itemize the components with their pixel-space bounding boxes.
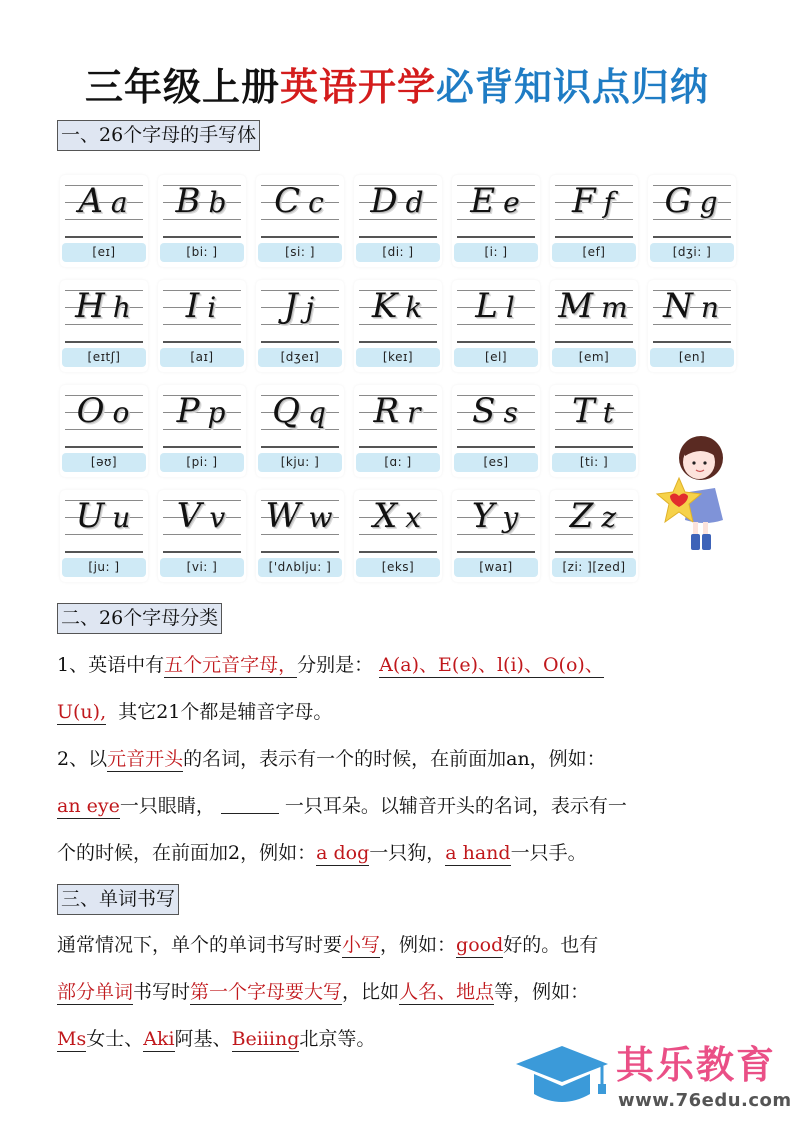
uppercase-letter: R [373,391,402,431]
uppercase-letter: T [572,391,597,431]
uppercase-letter: Z [569,496,596,536]
title-part-1: 三年级上册 [84,65,280,109]
letter-pair [550,492,638,542]
phonetic-label: [waɪ] [454,558,538,577]
letter-pair [550,282,638,332]
example-an-eye: an eye [57,795,120,817]
phonetic-label: [dʒi: ] [650,243,734,262]
letter-pair [354,387,442,437]
example-a-hand: a hand [445,842,511,864]
text: 书写时 [133,981,191,1003]
text: 2、以 [57,748,108,770]
letter-pair [256,387,344,437]
lowercase-letter: i [207,291,219,324]
example-aki: Aki [143,1028,175,1050]
lowercase-letter: y [502,501,521,534]
example-beijing: Beiiing [231,1028,300,1050]
lowercase-letter: m [601,291,630,324]
text: 阿基、 [174,1028,232,1050]
phonetic-label: [ɑ: ] [356,453,440,472]
phonetic-label: [keɪ] [356,348,440,367]
answer-names-places: 人名、地点 [399,981,495,1003]
phonetic-label: [əʊ] [62,453,146,472]
phonetic-label: [eɪtʃ] [62,348,146,367]
letter-pair [256,282,344,332]
letter-card-c [256,175,344,267]
text: 一只眼睛， [119,795,215,817]
text: 北京等。 [299,1028,376,1050]
lowercase-letter: v [209,501,228,534]
phonetic-label: [es] [454,453,538,472]
uppercase-letter: B [175,181,203,221]
title-part-2: 英语开学 [279,65,436,109]
lowercase-letter: w [308,501,335,534]
text: ，例如： [380,934,457,956]
answer-some-words: 部分单词 [57,981,134,1003]
uppercase-letter: H [75,286,107,326]
lowercase-letter: h [112,291,133,324]
letter-pair [158,282,246,332]
graduation-cap-icon [510,1044,614,1110]
letter-card-r [354,385,442,477]
letter-pair [550,387,638,437]
answer-lowercase: 小写 [342,934,381,956]
example-good: good [456,934,504,956]
phonetic-label: [bi: ] [160,243,244,262]
lowercase-letter: p [207,396,228,429]
letter-card-n [648,280,736,372]
brand-url: www.76edu.com [618,1090,792,1111]
uppercase-letter: L [475,286,500,326]
letter-card-w [256,490,344,582]
page-title [0,62,794,112]
uppercase-letter: G [664,181,694,221]
phonetic-label: [ju: ] [62,558,146,577]
uppercase-letter: Y [471,496,497,536]
letter-card-j [256,280,344,372]
uppercase-letter: M [558,286,596,326]
uppercase-letter: U [75,496,107,536]
lowercase-letter: q [307,396,328,429]
uppercase-letter: E [470,181,498,221]
letter-card-u [60,490,148,582]
answer-capitalize-first: 第一个字母要大写 [190,981,343,1003]
text: 的名词，表示有一个的时候，在前面加an，例如： [183,748,606,770]
letter-pair [550,177,638,227]
letter-pair [60,387,148,437]
letter-card-i [158,280,246,372]
letter-card-b [158,175,246,267]
phonetic-label: [dʒeɪ] [258,348,342,367]
alphabet-grid [60,175,750,590]
letter-card-x [354,490,442,582]
phonetic-label: [ef] [552,243,636,262]
uppercase-letter: P [176,391,202,431]
letter-pair [60,282,148,332]
phonetic-label: [en] [650,348,734,367]
phonetic-label: [ti: ] [552,453,636,472]
text: 一只耳朵。以辅音开头的名词，表示有一 [284,795,627,817]
letter-card-z [550,490,638,582]
text: ，比如 [342,981,400,1003]
uppercase-letter: W [265,496,303,536]
uppercase-letter: X [372,496,400,536]
uppercase-letter: F [572,181,598,221]
phonetic-label: [si: ] [258,243,342,262]
phonetic-label: [eɪ] [62,243,146,262]
answer-vowel-u: U(u), [57,701,107,723]
answer-vowel-start: 元音开头 [107,748,184,770]
lowercase-letter: a [110,186,130,219]
uppercase-letter: Q [272,391,302,431]
girl-holding-star-icon [655,430,735,555]
letter-pair [452,177,540,227]
letter-pair [158,177,246,227]
lowercase-letter: b [208,186,229,219]
letter-card-d [354,175,442,267]
brand-logo [510,1040,790,1115]
answer-five-vowels: 五个元音字母， [164,654,298,676]
letter-card-f [550,175,638,267]
text: 通常情况下，单个的单词书写时要 [57,934,343,956]
letter-pair [256,492,344,542]
lowercase-letter: z [601,501,619,534]
text: 好的。也有 [503,934,599,956]
letter-pair [256,177,344,227]
letter-card-o [60,385,148,477]
letter-pair [60,492,148,542]
lowercase-letter: g [699,186,720,219]
text: 个的时候，在前面加2，例如： [57,842,317,864]
letter-pair [354,492,442,542]
letter-card-h [60,280,148,372]
letter-card-q [256,385,344,477]
phonetic-label: [pi: ] [160,453,244,472]
example-ms: Ms [57,1028,87,1050]
phonetic-label: [di: ] [356,243,440,262]
lowercase-letter: t [602,396,616,429]
letter-card-l [452,280,540,372]
letter-pair [452,387,540,437]
uppercase-letter: D [370,181,400,221]
letter-card-t [550,385,638,477]
uppercase-letter: C [274,181,303,221]
uppercase-letter: N [663,286,695,326]
lowercase-letter: s [503,396,520,429]
letter-card-y [452,490,540,582]
uppercase-letter: K [371,286,400,326]
letter-card-a [60,175,148,267]
letter-card-k [354,280,442,372]
section-heading-classification: 二、26个字母分类 [57,603,222,634]
letter-pair [158,387,246,437]
uppercase-letter: I [185,286,202,326]
phonetic-label: [vi: ] [160,558,244,577]
letter-pair [648,177,736,227]
lowercase-letter: j [305,291,317,324]
phonetic-label: [kju: ] [258,453,342,472]
paragraph-vowels [57,642,747,736]
letter-card-m [550,280,638,372]
phonetic-label: [em] [552,348,636,367]
lowercase-letter: n [700,291,721,324]
section-heading-handwriting: 一、26个字母的手写体 [57,120,260,151]
phonetic-label: [aɪ] [160,348,244,367]
phonetic-label: [zi: ][zed] [552,558,636,577]
answer-vowel-list: A(a)、E(e)、l(i)、O(o)、 [379,654,604,676]
text: 一只手。 [510,842,587,864]
lowercase-letter: c [308,186,326,219]
text: 女士、 [86,1028,144,1050]
lowercase-letter: f [603,186,616,219]
example-a-dog: a dog [316,842,370,864]
lowercase-letter: e [503,186,522,219]
lowercase-letter: d [405,186,426,219]
uppercase-letter: O [76,391,107,431]
lowercase-letter: x [405,501,423,534]
letter-pair [452,282,540,332]
letter-card-p [158,385,246,477]
phonetic-label: [eks] [356,558,440,577]
brand-name: 其乐教育 [616,1043,777,1087]
lowercase-letter: u [112,501,133,534]
lowercase-letter: o [112,396,132,429]
phonetic-label: [el] [454,348,538,367]
letter-pair [354,282,442,332]
lowercase-letter: l [505,291,517,324]
letter-card-g [648,175,736,267]
phonetic-label: ['dʌblju: ] [258,558,342,577]
letter-card-s [452,385,540,477]
fill-in-blank[interactable] [221,794,279,814]
uppercase-letter: V [176,496,204,536]
uppercase-letter: J [283,286,300,326]
letter-pair [452,492,540,542]
lowercase-letter: r [407,396,423,429]
letter-pair [648,282,736,332]
letter-pair [60,177,148,227]
letter-pair [158,492,246,542]
uppercase-letter: S [472,391,498,431]
text: 等，例如： [494,981,590,1003]
paragraph-articles [57,736,747,877]
letter-pair [354,177,442,227]
text: 一只狗， [369,842,446,864]
text: 其它21个都是辅音字母。 [118,701,333,723]
letter-card-e [452,175,540,267]
lowercase-letter: k [405,291,425,324]
text: 分别是： [297,654,374,676]
title-part-3: 必背知识点归纳 [436,65,710,109]
section-heading-word-writing: 三、单词书写 [57,884,179,915]
uppercase-letter: A [78,181,105,221]
text: 1、英语中有 [57,654,165,676]
letter-card-v [158,490,246,582]
phonetic-label: [i: ] [454,243,538,262]
